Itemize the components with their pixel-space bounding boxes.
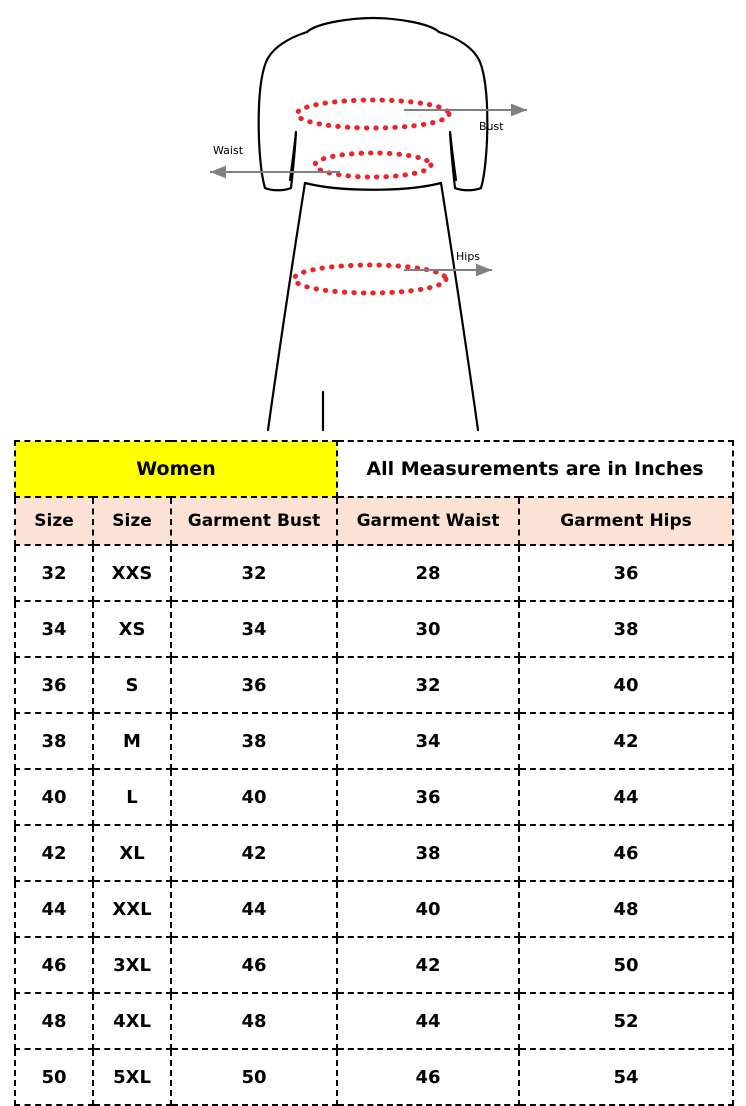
table-row — [15, 657, 733, 713]
waist-label: Waist — [213, 144, 244, 157]
cell-size-alpha: 4XL — [93, 993, 171, 1049]
cell-size-numeric: 42 — [15, 825, 93, 881]
cell-hips: 42 — [519, 713, 733, 769]
table-row — [15, 993, 733, 1049]
cell-bust: 40 — [171, 769, 337, 825]
cell-waist: 40 — [337, 881, 519, 937]
cell-bust: 46 — [171, 937, 337, 993]
cell-bust: 44 — [171, 881, 337, 937]
cell-size-numeric: 38 — [15, 713, 93, 769]
cell-size-numeric: 34 — [15, 601, 93, 657]
cell-hips: 54 — [519, 1049, 733, 1105]
cell-waist: 30 — [337, 601, 519, 657]
hips-label: Hips — [456, 250, 481, 263]
size-table-container — [14, 440, 732, 1106]
table-row — [15, 601, 733, 657]
table-row — [15, 1049, 733, 1105]
cell-size-numeric: 36 — [15, 657, 93, 713]
table-row — [15, 825, 733, 881]
cell-bust: 50 — [171, 1049, 337, 1105]
cell-hips: 36 — [519, 545, 733, 601]
cell-bust: 48 — [171, 993, 337, 1049]
dress-outline — [259, 18, 488, 430]
cell-size-alpha: XXL — [93, 881, 171, 937]
cell-waist: 36 — [337, 769, 519, 825]
cell-waist: 44 — [337, 993, 519, 1049]
cell-hips: 52 — [519, 993, 733, 1049]
cell-hips: 44 — [519, 769, 733, 825]
header-garment-waist: Garment Waist — [337, 497, 519, 545]
dress-figure-svg — [0, 0, 746, 440]
cell-size-numeric: 32 — [15, 545, 93, 601]
cell-size-alpha: 5XL — [93, 1049, 171, 1105]
cell-size-numeric: 44 — [15, 881, 93, 937]
cell-bust: 32 — [171, 545, 337, 601]
table-row — [15, 713, 733, 769]
cell-hips: 48 — [519, 881, 733, 937]
cell-size-alpha: M — [93, 713, 171, 769]
cell-waist: 42 — [337, 937, 519, 993]
cell-size-alpha: S — [93, 657, 171, 713]
cell-size-alpha: 3XL — [93, 937, 171, 993]
cell-waist: 38 — [337, 825, 519, 881]
waist-measure-band — [315, 153, 431, 177]
table-title-row — [15, 441, 733, 497]
table-row — [15, 769, 733, 825]
table-row — [15, 937, 733, 993]
header-garment-bust: Garment Bust — [171, 497, 337, 545]
cell-waist: 46 — [337, 1049, 519, 1105]
header-garment-hips: Garment Hips — [519, 497, 733, 545]
size-chart-table — [14, 440, 734, 1106]
cell-size-alpha: L — [93, 769, 171, 825]
header-size-alpha: Size — [93, 497, 171, 545]
table-row — [15, 545, 733, 601]
bust-label: Bust — [479, 120, 504, 133]
table-row — [15, 881, 733, 937]
cell-waist: 32 — [337, 657, 519, 713]
size-chart-illustration — [0, 0, 746, 440]
cell-size-numeric: 46 — [15, 937, 93, 993]
cell-size-numeric: 48 — [15, 993, 93, 1049]
cell-hips: 46 — [519, 825, 733, 881]
cell-bust: 34 — [171, 601, 337, 657]
cell-bust: 38 — [171, 713, 337, 769]
cell-size-alpha: XL — [93, 825, 171, 881]
cell-hips: 38 — [519, 601, 733, 657]
title-measurements: All Measurements are in Inches — [337, 441, 733, 497]
cell-bust: 42 — [171, 825, 337, 881]
cell-bust: 36 — [171, 657, 337, 713]
title-women: Women — [15, 441, 337, 497]
cell-waist: 34 — [337, 713, 519, 769]
cell-size-alpha: XXS — [93, 545, 171, 601]
cell-size-numeric: 50 — [15, 1049, 93, 1105]
bust-measure-band — [297, 100, 449, 128]
cell-waist: 28 — [337, 545, 519, 601]
cell-size-alpha: XS — [93, 601, 171, 657]
cell-hips: 50 — [519, 937, 733, 993]
header-size-numeric: Size — [15, 497, 93, 545]
table-header-row — [15, 497, 733, 545]
cell-size-numeric: 40 — [15, 769, 93, 825]
cell-hips: 40 — [519, 657, 733, 713]
